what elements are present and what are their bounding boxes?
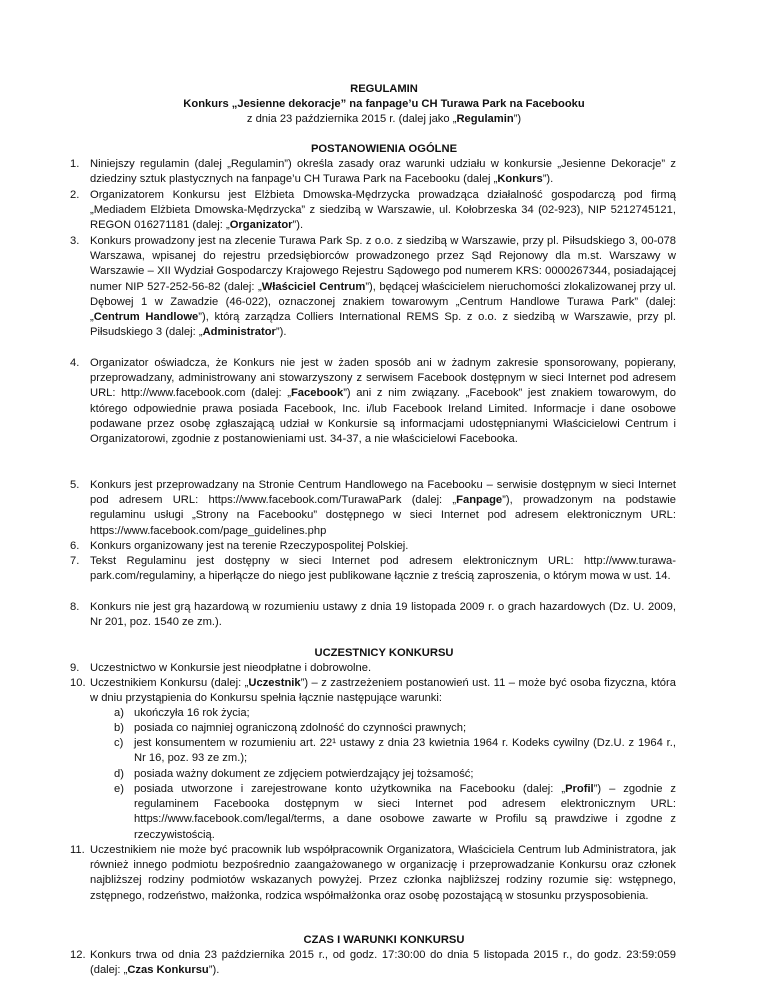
- list-item-6: 6. Konkurs organizowany jest na terenie Rzeczypospolitej Polskiej.: [70, 540, 409, 552]
- list-item-5: 5. Konkurs jest przeprowadzany na Stronie Centrum Handlowego na Facebooku – serwisie dostępnym w sieci Internet pod adresem URL: https://www.facebook.com/TurawaPark (dalej: „Fanpage”), prowadzonym na podstawie regulaminu usługi „Strony na Facebooku” dostępnego w sieci Internet pod adresem elektronicznym URL: https://www.facebook.com/page_guidelines.php: [70, 479, 676, 537]
- sub-item-b: b) posiada co najmniej ograniczoną zdolność do czynności prawnych;: [114, 722, 467, 734]
- list-item-10: 10. Uczestnikiem Konkursu (dalej: „Uczestnik”) – z zastrzeżeniem postanowień ust. 11 – może być osoba fizyczna, która w dniu przystąpienia do Konkursu spełnia łącznie następujące warunki:: [70, 677, 676, 705]
- section-title-general: POSTANOWIENIA OGÓLNE: [310, 143, 458, 155]
- sub-item-d: d) posiada ważny dokument ze zdjęciem potwierdzający jej tożsamość;: [114, 768, 474, 780]
- list-item-12: 12. Konkurs trwa od dnia 23 października 2015 r., od godz. 17:30:00 do dnia 5 listopada 2015 r., do godz. 23:59:059 (dalej: „Czas Konkursu”).: [70, 949, 676, 977]
- list-item-9: 9. Uczestnictwo w Konkursie jest nieodpłatne i dobrowolne.: [70, 662, 372, 674]
- list-item-8: 8. Konkurs nie jest grą hazardową w rozumieniu ustawy z dnia 19 listopada 2009 r. o grach hazardowych (Dz. U. 2009, Nr 201, poz. 1540 ze zm.).: [70, 601, 676, 629]
- list-item-11: 11. Uczestnikiem nie może być pracownik lub współpracownik Organizatora, Właściciela Centrum lub Administratora, jak również innego podmiotu bezpośrednio zaangażowanego w organizację i przeprowadzanie Konkursu oraz członek najbliższej rodziny podmiotów wskazanych powyżej. Przez członka najbliższej rodziny rozumie się: wstępnego, zstępnego, rodzeństwo, małżonka, rodzica współmałżonka oraz osobę pozostającą w stosunku przysposobienia.: [70, 844, 676, 902]
- document-title: REGULAMIN: [350, 83, 418, 95]
- list-item-2: 2. Organizatorem Konkursu jest Elżbieta Dmowska-Mędrzycka prowadząca działalność gospodarczą pod firmą „Mediadem Elżbieta Dmowska-Mędrzycka” z siedzibą w Warszawie, ul. Kołobrzeska 34 (02-923), NIP 5212745121, REGON 016271181 (dalej: „Organizator”).: [70, 189, 676, 232]
- section-title-time: CZAS I WARUNKI KONKURSU: [303, 934, 465, 946]
- section-title-participants: UCZESTNICY KONKURSU: [314, 647, 454, 659]
- sub-item-c: c) jest konsumentem w rozumieniu art. 22¹ ustawy z dnia 23 kwietnia 1964 r. Kodeks cywilny (Dz.U. z 1964 r., Nr 16, poz. 93 ze zm.);: [114, 737, 676, 765]
- list-item-7: 7. Tekst Regulaminu jest dostępny w sieci Internet pod adresem elektronicznym URL: http://www.turawa-park.com/regulaminy, a hiperłącze do niego jest publikowane łącznie z treścią zaproszenia, o którym mowa w ust. 14.: [70, 555, 676, 583]
- sub-item-e: e) posiada utworzone i zarejestrowane konto użytkownika na Facebooku (dalej: „Profil”) – zgodnie z regulaminem Facebooka dostępnym w sieci Internet pod adresem elektronicznym URL: https://www.facebook.com/legal/terms, a dane osobowe zawarte w Profilu są prawdziwe i zgodne z rzeczywistością.: [114, 783, 676, 841]
- list-item-1: 1. Niniejszy regulamin (dalej „Regulamin”) określa zasady oraz warunki udziału w konkursie „Jesienne Dekoracje” z dziedziny sztuk plastycznych na fanpage’u CH Turawa Park na Facebooku (dalej „Konkurs”).: [70, 158, 676, 186]
- list-item-4: 4. Organizator oświadcza, że Konkurs nie jest w żaden sposób ani w żadnym zakresie sponsorowany, popierany, przeprowadzany, administrowany ani stowarzyszony z serwisem Facebook dostępnym w sieci Internet pod adresem URL: http://www.facebook.com (dalej: „Facebook”) ani z nim związany. „Facebook” jest znakiem towarowym, do którego odpowiednie prawa posiada Facebook, Inc. i/lub Facebook Ireland Limited. Informacje i dane osobowe podawane przez osobę zgłaszającą udział w Konkursie są informacjami udostępnianymi Właścicielowi Centrum i Organizatorowi, zgodnie z postanowieniami ust. 34-37, a nie właścicielowi Facebooka.: [70, 357, 676, 446]
- list-item-3: 3. Konkurs prowadzony jest na zlecenie Turawa Park Sp. z o.o. z siedzibą w Warszawie, przy pl. Piłsudskiego 3, 00-078 Warszawa, wpisanej do rejestru przedsiębiorców prowadzonego przez Sąd Rejonowy dla m.st. Warszawy w Warszawie – XII Wydział Gospodarczy Krajowego Rejestru Sądowego pod numerem KRS: 0000267344, posiadającej numer NIP 527-252-56-82 (dalej: „Właściciel Centrum”), będącej właścicielem nieruchomości zlokalizowanej przy ul. Dębowej 1 w Zawadzie (46-022), oznaczonej znakiem towarowym „Centrum Handlowe Turawa Park” (dalej: „Centrum Handlowe”), którą zarządza Colliers International REMS Sp. z o.o. z siedzibą w Warszawie, przy pl. Piłsudskiego 3 (dalej: „Administrator”).: [70, 235, 676, 339]
- document-subtitle: Konkurs „Jesienne dekoracje” na fanpage’u CH Turawa Park na Facebooku: [183, 98, 585, 110]
- document-date-line: z dnia 23 października 2015 r. (dalej jako „Regulamin”): [246, 113, 522, 125]
- sub-item-a: a) ukończyła 16 rok życia;: [114, 707, 250, 719]
